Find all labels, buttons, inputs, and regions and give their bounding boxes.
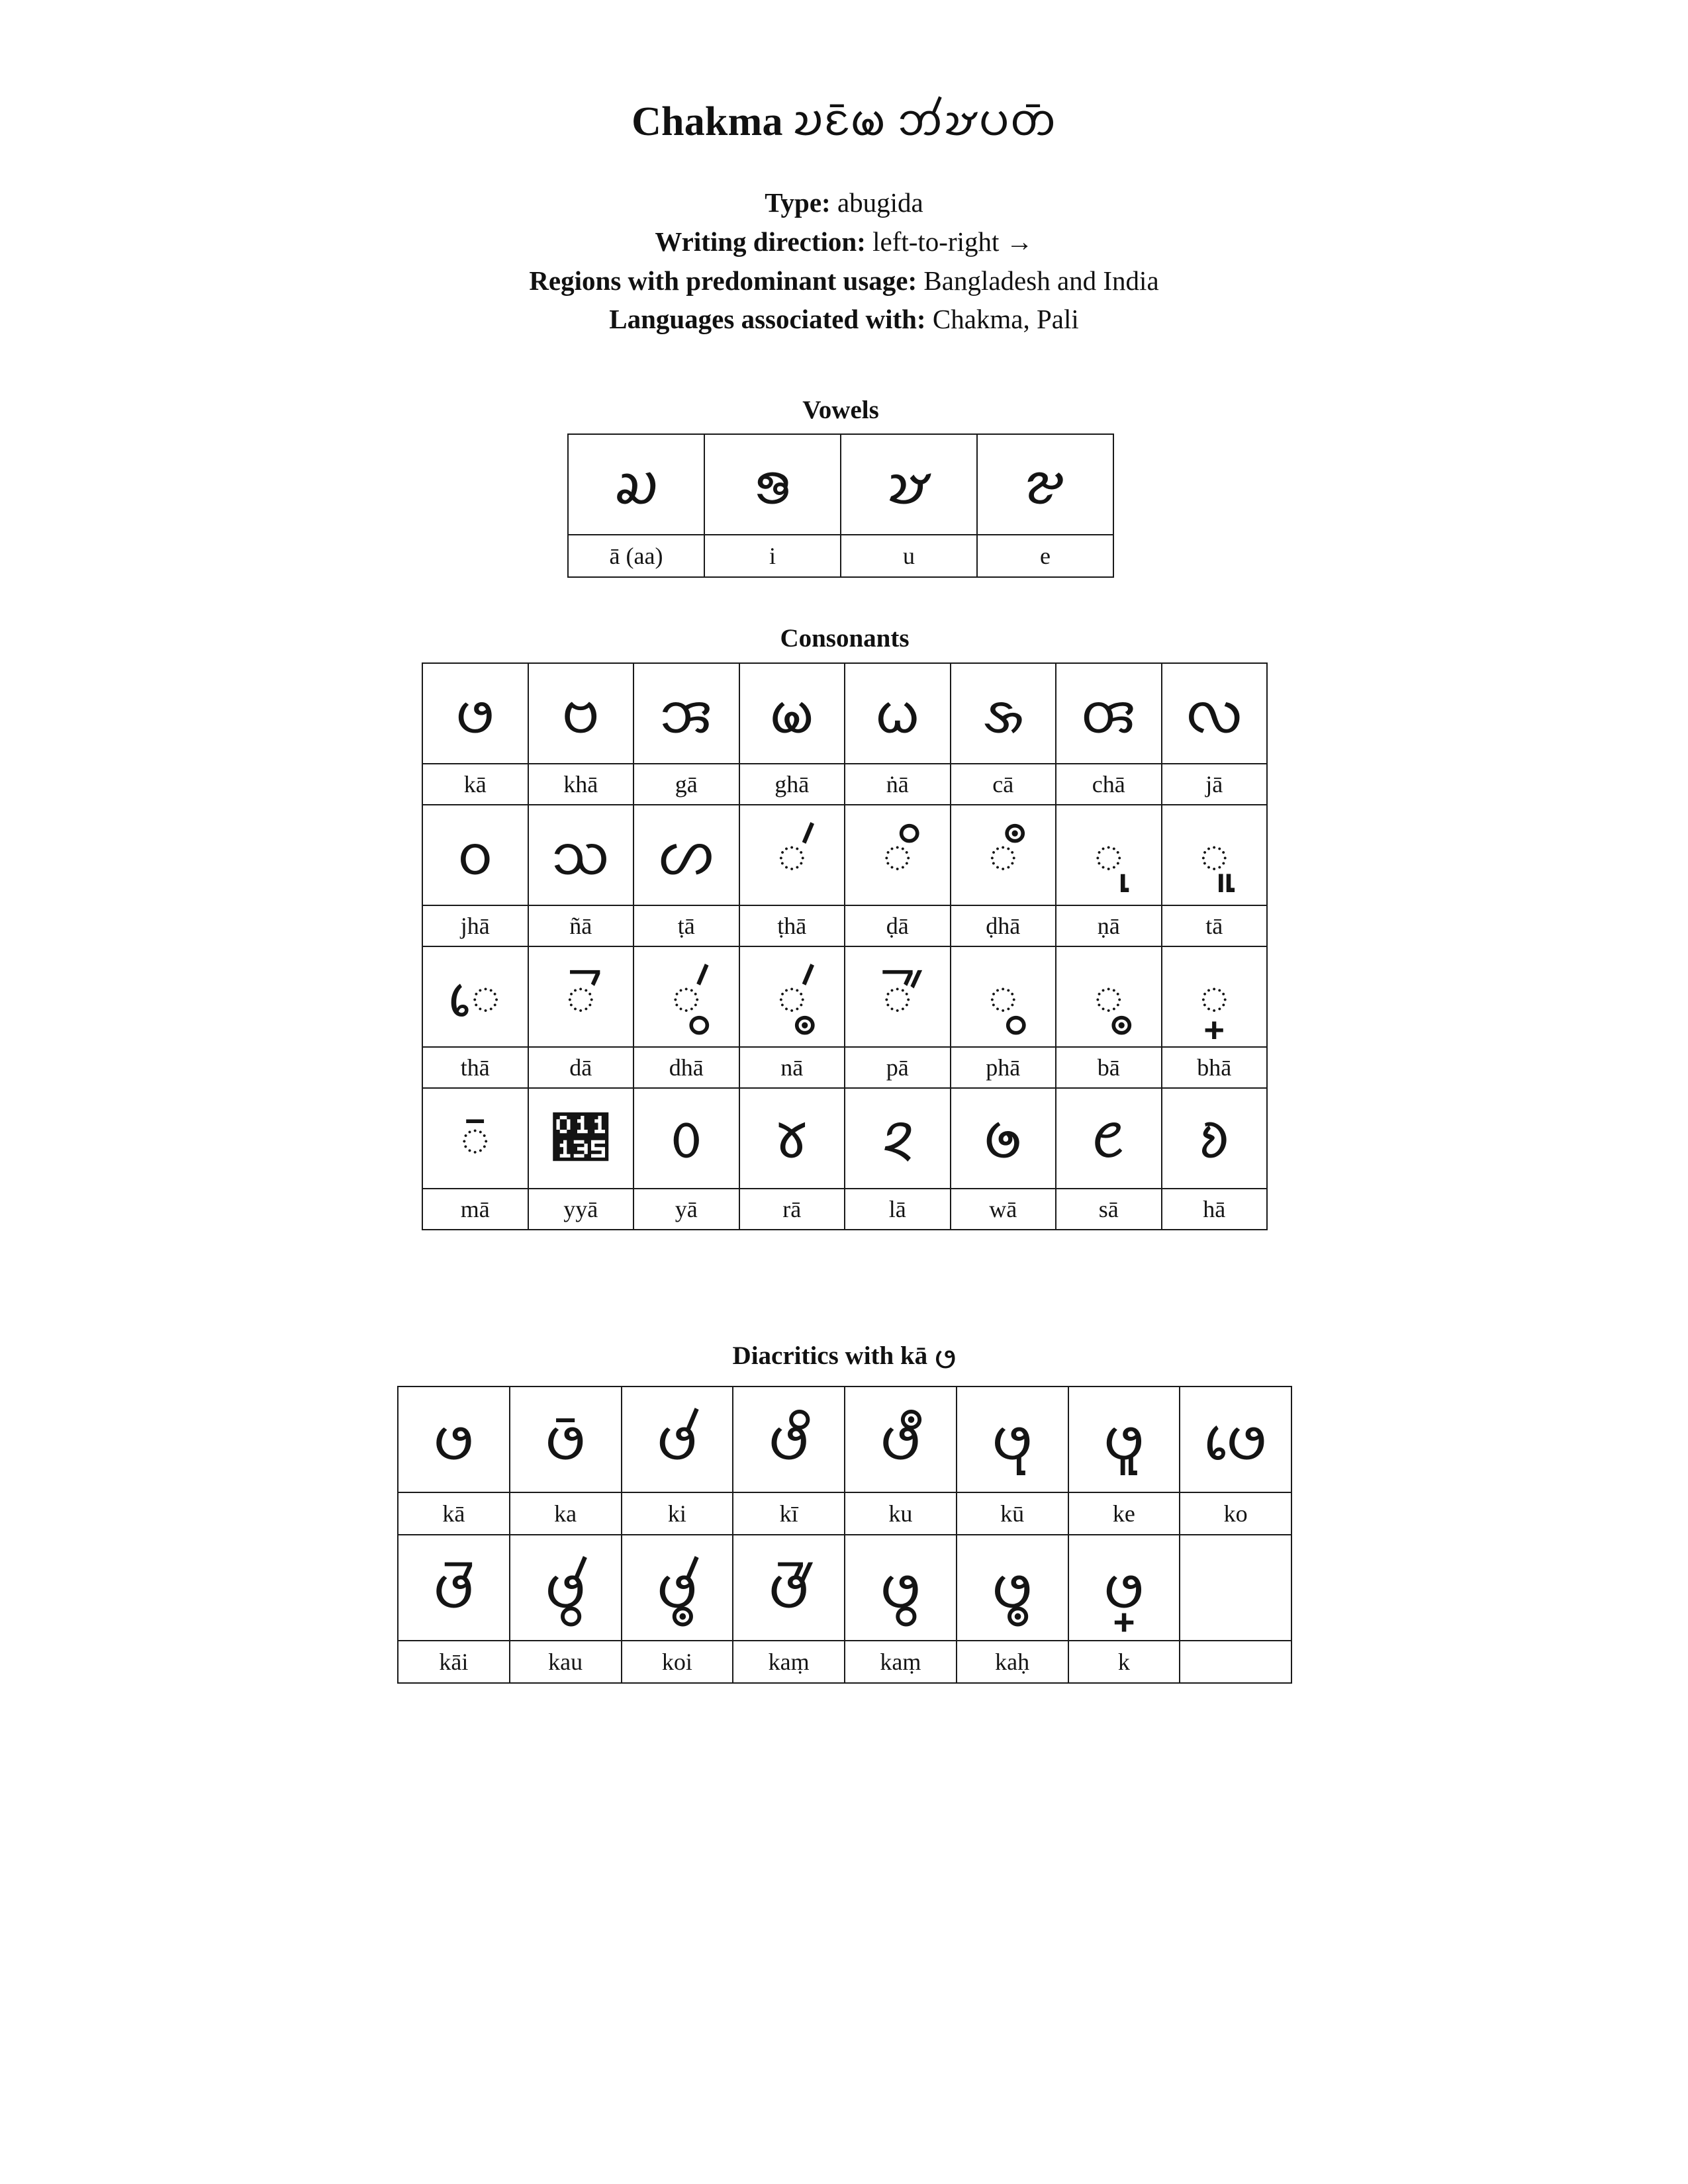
consonant-glyph: 𑄭 (528, 946, 634, 1047)
vowel-glyph: 𑄐 (977, 434, 1113, 535)
diacritic-glyph: 𑄜 (398, 1387, 510, 1492)
consonants-caption: Consonants (780, 624, 910, 653)
consonant-translit: pā (845, 1047, 951, 1088)
consonant-glyph: 𑄶 (633, 1088, 739, 1189)
consonant-translit: ḍhā (951, 905, 1056, 946)
diacritic-translit: ki (622, 1492, 733, 1535)
consonant-translit: tā (1162, 905, 1268, 946)
diacritic-glyph: 𑄜𑄪 (957, 1387, 1068, 1492)
consonant-glyph: 𑄻 (1162, 1088, 1268, 1189)
diacritic-translit-empty (1180, 1641, 1291, 1683)
metadata-row-type (0, 183, 1688, 222)
consonant-glyph: 𑄡 (951, 663, 1056, 764)
diacritics-caption-text: Diacritics with kā (732, 1342, 928, 1370)
vowel-translit: i (704, 535, 841, 577)
consonant-translit: dhā (633, 1047, 739, 1088)
consonant-translit: thā (422, 1047, 528, 1088)
consonant-glyph: 𑄹 (951, 1088, 1056, 1189)
diacritic-glyph: 𑄜𑄳 (1068, 1535, 1180, 1641)
consonant-translit: yā (633, 1189, 739, 1230)
vowel-translit: u (841, 535, 977, 577)
metadata-label-type: Type: (765, 187, 831, 218)
consonant-glyph: 𑄢 (1056, 663, 1162, 764)
consonant-glyph: 𑄰 (845, 946, 951, 1047)
consonant-translit: ṭhā (739, 905, 845, 946)
table-row-translit (422, 1047, 1267, 1088)
vowels-table (567, 433, 1114, 578)
diacritic-glyph-empty (1180, 1535, 1291, 1641)
diacritic-translit: kau (510, 1641, 622, 1683)
consonant-translit: phā (951, 1047, 1056, 1088)
consonant-translit: sā (1056, 1189, 1162, 1230)
diacritic-glyph: 𑄜𑄯 (622, 1535, 733, 1641)
consonant-glyph: 𑄺 (1056, 1088, 1162, 1189)
consonant-translit: khā (528, 764, 634, 805)
consonant-glyph: 𑄝 (528, 663, 634, 764)
table-row-glyphs (422, 805, 1267, 905)
metadata-label-writing-direction: Writing direction: (655, 226, 866, 257)
table-row-translit (422, 1189, 1267, 1230)
consonant-glyph: 𑄠 (845, 663, 951, 764)
consonant-translit: nā (739, 1047, 845, 1088)
table-row-glyphs (398, 1387, 1291, 1492)
consonant-translit: hā (1162, 1189, 1268, 1230)
diacritic-translit: koi (622, 1641, 733, 1683)
page-title-native-script: 𑄌𑄋𑄴𑄟 𑄃𑄧𑄏𑄛𑄖𑄴 (792, 97, 1056, 145)
consonant-glyph: 𑄮 (633, 946, 739, 1047)
consonant-translit: yyā (528, 1189, 634, 1230)
consonant-translit: mā (422, 1189, 528, 1230)
consonant-glyph: 𑄟 (739, 663, 845, 764)
consonant-glyph: 𑄷 (739, 1088, 845, 1189)
diacritic-glyph: 𑄜𑄧 (622, 1387, 733, 1492)
diacritic-translit: ke (1068, 1492, 1180, 1535)
table-row-glyphs (568, 434, 1113, 535)
consonant-glyph: 𑄴 (422, 1088, 528, 1189)
diacritic-glyph: 𑄜𑄱 (845, 1535, 957, 1641)
table-row-translit (422, 905, 1267, 946)
consonant-translit: kā (422, 764, 528, 805)
diacritic-translit: ka (510, 1492, 622, 1535)
consonant-glyph: 𑄩 (951, 805, 1056, 905)
consonant-translit: jhā (422, 905, 528, 946)
consonant-glyph: 𑄥 (528, 805, 634, 905)
consonant-glyph: 𑄬 (422, 946, 528, 1047)
diacritic-glyph: 𑄜𑄮 (510, 1535, 622, 1641)
consonant-glyph: 𑄸 (845, 1088, 951, 1189)
consonant-glyph: 𑄱 (951, 946, 1056, 1047)
consonant-glyph: 𑄤 (422, 805, 528, 905)
table-row-translit (568, 535, 1113, 577)
diacritic-translit: ko (1180, 1492, 1291, 1535)
consonant-translit: ṅā (845, 764, 951, 805)
diacritic-glyph: 𑄜𑄩 (845, 1387, 957, 1492)
consonant-glyph: 𑄨 (845, 805, 951, 905)
diacritics-section (397, 1342, 1292, 1684)
vowels-section (567, 397, 1114, 578)
consonant-glyph: 𑄪 (1056, 805, 1162, 905)
metadata-value-languages: Chakma, Pali (932, 304, 1079, 335)
table-row-glyphs (398, 1535, 1291, 1641)
table-row-glyphs (422, 663, 1267, 764)
consonant-translit: ṭā (633, 905, 739, 946)
consonant-translit: chā (1056, 764, 1162, 805)
consonant-glyph: 𑄳 (1162, 946, 1268, 1047)
vowel-translit: e (977, 535, 1113, 577)
diacritic-translit: kū (957, 1492, 1068, 1535)
consonant-glyph: 𑄜 (422, 663, 528, 764)
diacritic-translit: kī (733, 1492, 845, 1535)
diacritic-translit: k (1068, 1641, 1180, 1683)
page-title-latin: Chakma (632, 99, 783, 144)
metadata-value-writing-direction: left-to-right → (872, 226, 1033, 257)
consonant-translit: wā (951, 1189, 1056, 1230)
table-row-glyphs (422, 1088, 1267, 1189)
metadata-label-languages: Languages associated with: (609, 304, 926, 335)
table-row-translit (398, 1641, 1291, 1683)
consonant-translit: jā (1162, 764, 1268, 805)
diacritic-translit: kā (398, 1492, 510, 1535)
vowel-glyph: 𑄏 (841, 434, 977, 535)
diacritic-translit: kāi (398, 1641, 510, 1683)
consonant-translit: bā (1056, 1047, 1162, 1088)
diacritic-translit: kaṃ (845, 1641, 957, 1683)
diacritic-translit: kaḥ (957, 1641, 1068, 1683)
vowel-translit: ā (aa) (568, 535, 704, 577)
diacritics-caption-glyph: 𑄜 (934, 1340, 957, 1375)
vowel-glyph: 𑄎 (704, 434, 841, 535)
metadata-row-writing-direction (0, 222, 1688, 261)
diacritic-glyph: 𑄜𑄰 (733, 1535, 845, 1641)
consonants-table (422, 662, 1268, 1230)
metadata-row-regions (0, 261, 1688, 300)
consonant-glyph: 𑄞 (633, 663, 739, 764)
diacritics-caption (397, 1342, 1292, 1374)
consonant-translit: lā (845, 1189, 951, 1230)
consonant-glyph: 𑄫 (1162, 805, 1268, 905)
diacritic-translit: ku (845, 1492, 957, 1535)
consonant-glyph: 𑄣 (1162, 663, 1268, 764)
vowels-caption: Vowels (802, 396, 879, 424)
consonant-translit: dā (528, 1047, 634, 1088)
consonant-glyph: 𑄯 (739, 946, 845, 1047)
metadata-value-regions: Bangladesh and India (923, 265, 1159, 296)
diacritics-table (397, 1386, 1292, 1684)
consonant-translit: ḍā (845, 905, 951, 946)
diacritic-glyph: 𑄜𑄴 (510, 1387, 622, 1492)
script-metadata (0, 183, 1688, 339)
metadata-label-regions: Regions with predominant usage: (529, 265, 917, 296)
consonant-translit: rā (739, 1189, 845, 1230)
table-row-translit (398, 1492, 1291, 1535)
consonant-translit: cā (951, 764, 1056, 805)
metadata-row-languages (0, 300, 1688, 339)
diacritic-translit: kaṃ (733, 1641, 845, 1683)
consonant-translit: ṇā (1056, 905, 1162, 946)
vowel-glyph: 𑄍 (568, 434, 704, 535)
consonant-glyph: 𑄲 (1056, 946, 1162, 1047)
diacritic-glyph: 𑄜𑄫 (1068, 1387, 1180, 1492)
diacritic-glyph: 𑄜𑄭 (398, 1535, 510, 1641)
metadata-value-type: abugida (837, 187, 923, 218)
table-row-translit (422, 764, 1267, 805)
consonant-glyph: 𑄧 (739, 805, 845, 905)
consonant-translit: gā (633, 764, 739, 805)
diacritic-glyph: 𑄜𑄬 (1180, 1387, 1291, 1492)
consonant-translit: ñā (528, 905, 634, 946)
page-title (0, 0, 1688, 144)
diacritic-glyph: 𑄜𑄨 (733, 1387, 845, 1492)
consonant-glyph: 𑄵 (528, 1088, 634, 1189)
consonants-section (422, 625, 1268, 1230)
consonant-translit: ghā (739, 764, 845, 805)
table-row-glyphs (422, 946, 1267, 1047)
diacritic-glyph: 𑄜𑄲 (957, 1535, 1068, 1641)
consonant-glyph: 𑄦 (633, 805, 739, 905)
consonant-translit: bhā (1162, 1047, 1268, 1088)
